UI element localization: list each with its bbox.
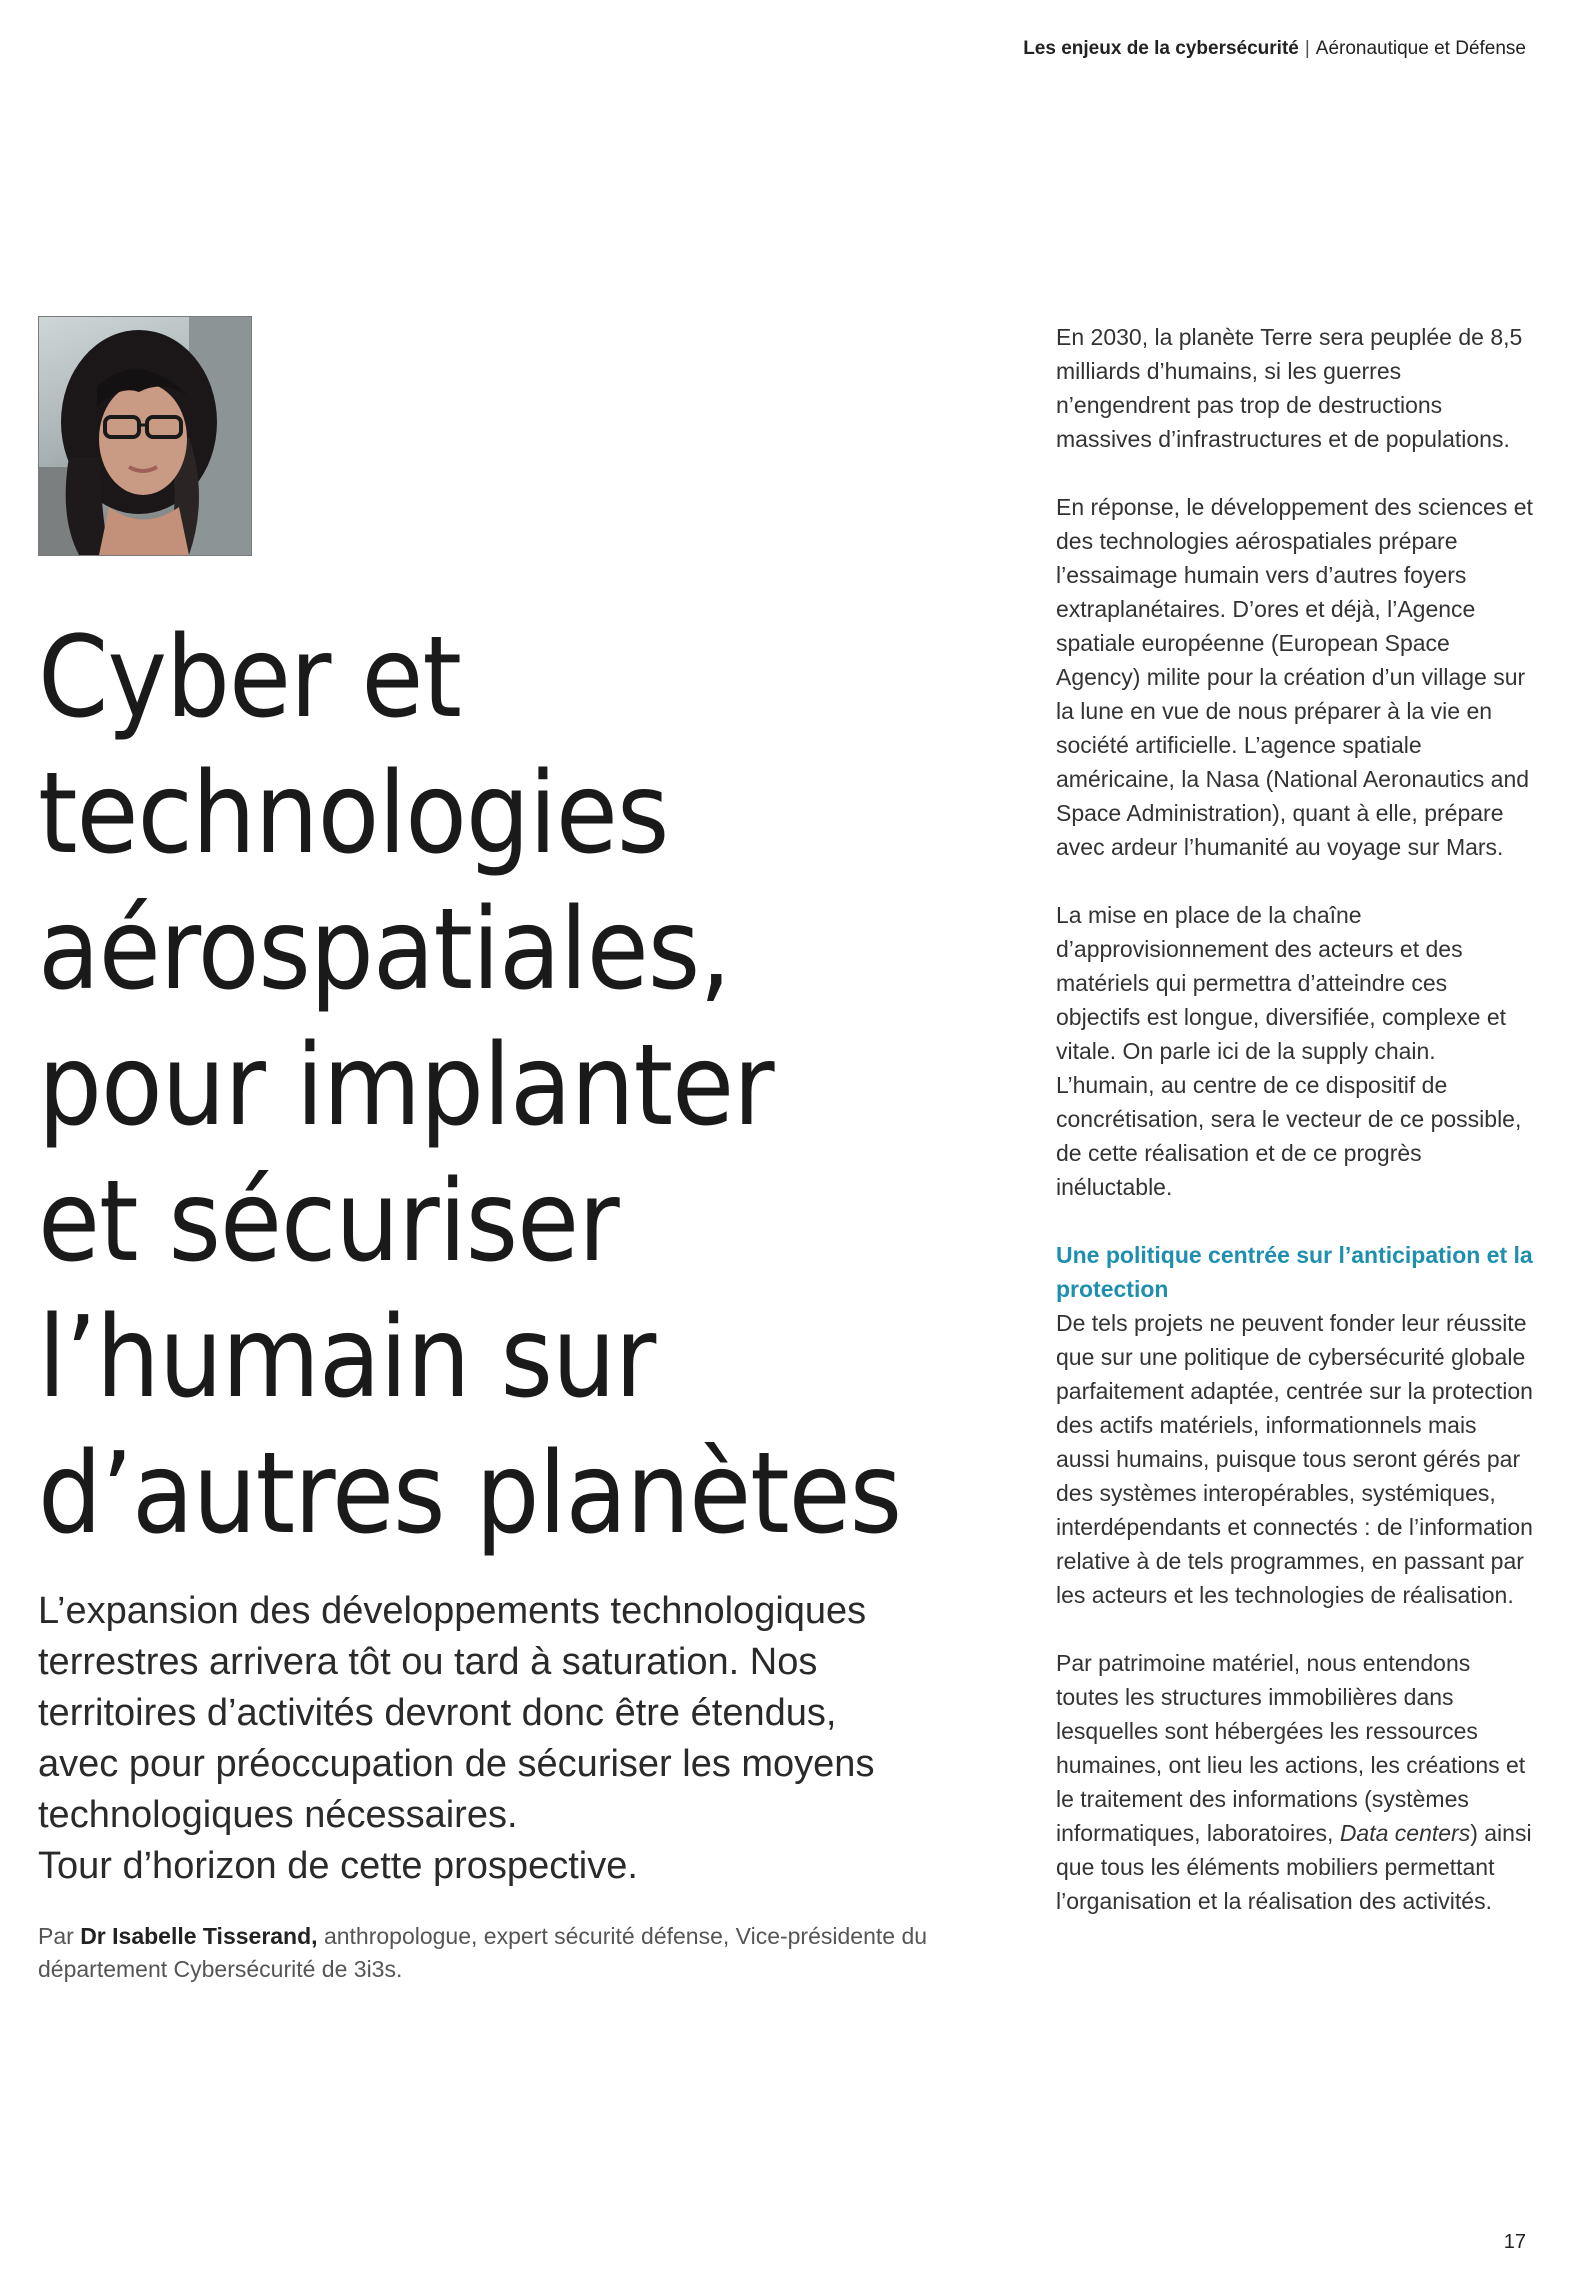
running-head-topic: Aéronautique et Défense [1315, 38, 1526, 59]
body-text: Par patrimoine matériel, nous entendons toutes les structures immobilières dans lesquelles sont hébergées les ressources humaines, ont lieu les actions, les créations et le traitement des informations (systèmes informatiques, laboratoires, [1056, 1650, 1526, 1846]
byline-prefix: Par [38, 1923, 74, 1949]
intro-line: Tour d’horizon de cette prospective. [38, 1845, 638, 1887]
article-title [38, 610, 998, 1562]
title-line: aérospatiales, [38, 885, 731, 1015]
body-emphasis: Data centers [1339, 1820, 1471, 1846]
running-head [1023, 38, 1526, 60]
body-paragraph: En réponse, le développement des sciences et des technologies aérospatiales prépare l’essaimage humain vers d’autres foyers extraplanétaires. D’ores et déjà, l’Agence spatiale européenne (European Space Agency) milite pour la création d’un village sur la lune en vue de nous préparer à la vie en société artificielle. L’agence spatiale américaine, la Nasa (National Aeronautics and Space Administration), quant à elle, prépare avec ardeur l’humanité au voyage sur Mars. [1056, 494, 1533, 860]
body-paragraph: En 2030, la planète Terre sera peuplée de 8,5 milliards d’humains, si les guerres n’engendrent pas trop de destructions massives d’infrastructures et de populations. [1056, 324, 1523, 452]
intro-line: technologiques nécessaires. [38, 1794, 518, 1836]
intro-line: territoires d’activités devront donc être étendus, [38, 1692, 837, 1734]
title-line: d’autres planètes [38, 1429, 902, 1559]
title-line: Cyber et [38, 613, 461, 743]
page-number: 17 [1503, 2231, 1526, 2253]
right-column [1056, 320, 1536, 1952]
title-line: technologies [38, 749, 669, 879]
intro-line: terrestres arrivera tôt ou tard à saturation. Nos [38, 1641, 818, 1683]
body-paragraph [1056, 1646, 1536, 1918]
portrait-drawing [39, 317, 251, 555]
title-line: et sécuriser [38, 1157, 619, 1287]
left-column [38, 610, 998, 1986]
running-head-separator: | [1304, 38, 1310, 59]
body-text: ) ainsi que tous les éléments mobiliers permettant l’organisation et la réalisation des activités. [1056, 1820, 1532, 1914]
byline-author: Dr Isabelle Tisserand, [80, 1923, 318, 1949]
title-line: pour implanter [38, 1021, 774, 1151]
intro-line: L’expansion des développements technologiques [38, 1590, 867, 1632]
section-subheading: Une politique centrée sur l’anticipation et la protection [1056, 1242, 1533, 1302]
author-portrait-icon [38, 316, 252, 556]
body-paragraph: La mise en place de la chaîne d’approvisionnement des acteurs et des matériels qui permettra d’atteindre ces objectifs est longue, diversifiée, complexe et vitale. On parle ici de la supply chain. L’humain, au centre de ce dispositif de concrétisation, sera le vecteur de ce possible, de cette réalisation et de ce progrès inéluctable. [1056, 902, 1522, 1200]
intro-line: avec pour préoccupation de sécuriser les moyens [38, 1743, 875, 1785]
article-intro [38, 1586, 998, 1892]
body-paragraph: De tels projets ne peuvent fonder leur réussite que sur une politique de cybersécurité globale parfaitement adaptée, centrée sur la protection des actifs matériels, informationnels mais aussi humains, puisque tous seront gérés par des systèmes interopérables, systémiques, interdépendants et connectés : de l’information relative à de tels programmes, en passant par les acteurs et les technologies de réalisation. [1056, 1310, 1533, 1608]
running-head-section: Les enjeux de la cybersécurité [1023, 38, 1299, 59]
title-line: l’humain sur [38, 1293, 656, 1423]
byline [38, 1920, 998, 1986]
byline-description: anthropologue, expert sécurité défense, Vice-présidente du département Cybersécurité de 3i3s. [38, 1923, 928, 1982]
